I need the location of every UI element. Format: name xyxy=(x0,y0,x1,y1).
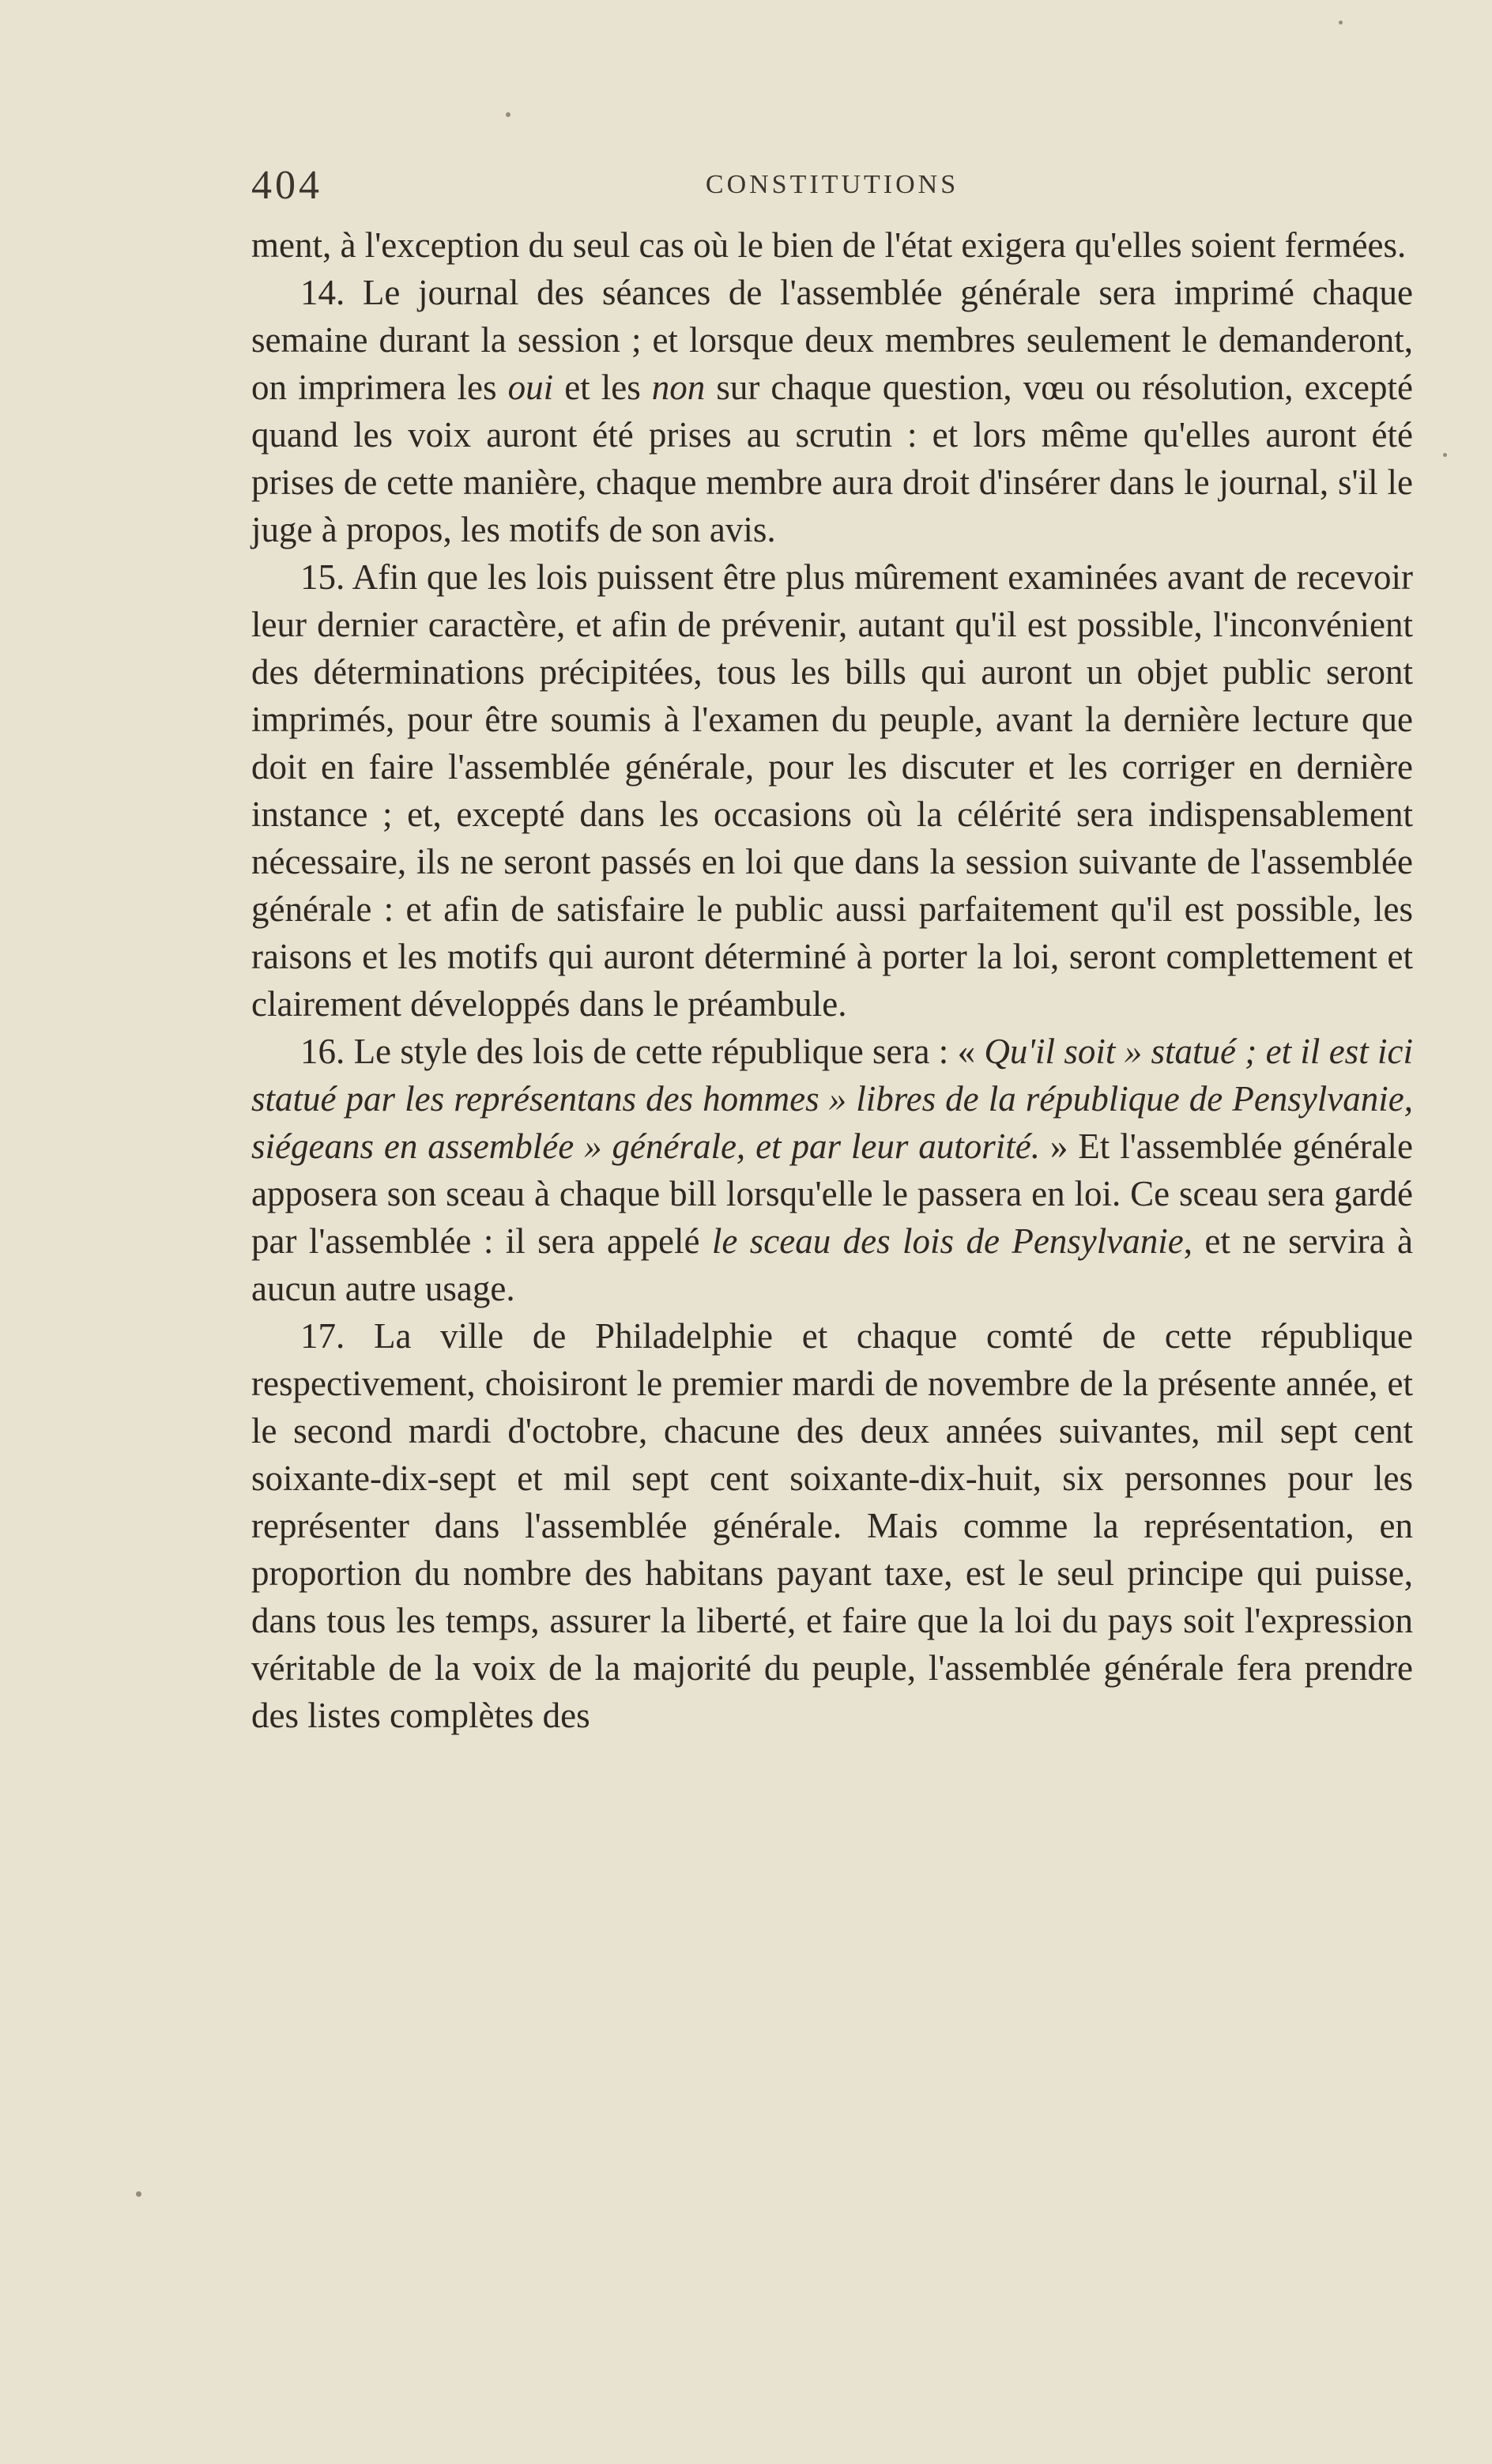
italic-text: oui xyxy=(507,368,554,407)
paper-speck xyxy=(506,112,511,117)
paragraph xyxy=(251,221,1413,269)
italic-text: non xyxy=(651,368,706,407)
paper-speck xyxy=(1339,21,1343,25)
text-run: 17. La ville de Philadelphie et chaque comté de cette république respectivement, choisiront le premier mardi de novembre de la présente année, et le second mardi d'octobre, chacune des deux années suivantes, mil sept cent soixante-dix-sept et mil sept cent soixante-dix-huit, six personnes pour les représenter dans l'assemblée générale. Mais comme la représentation, en proportion du nombre des habitans payant taxe, est le seul principe qui puisse, dans tous les temps, assurer la liberté, et faire que la loi du pays soit l'expression véritable de la voix de la majorité du peuple, l'assemblée générale fera prendre des listes complètes des xyxy=(251,1316,1413,1735)
text-run: » Et l'assemblée générale apposera son sceau à chaque bill lorsqu'elle le passera en loi. Ce sceau sera gardé par l'assemblée : il sera appelé xyxy=(251,1126,1414,1261)
paper-speck xyxy=(136,2191,141,2197)
text-run: sur chaque question, vœu ou résolution, excepté quand les voix auront été prises au scrutin : et lors même qu'elles auront été prises de cette manière, chaque membre aura droit d'insérer dans le journal, s'il le juge à propos, les motifs de son avis. xyxy=(251,368,1413,549)
text-run: ment, à l'exception du seul cas où le bien de l'état exigera qu'elles soient fermées. xyxy=(251,225,1407,265)
page-header xyxy=(251,162,1413,217)
running-title: CONSTITUTIONS xyxy=(705,170,959,199)
italic-text: Qu'il soit » statué ; et il est ici statué par les représentans des hommes » libres de la république de Pensylvanie, siégeans en assemblée » générale, et par leur autorité. xyxy=(251,1032,1413,1166)
text-run: et les xyxy=(553,368,652,407)
page-number: 404 xyxy=(251,163,322,208)
text-run: , et ne servira à aucun autre usage. xyxy=(251,1221,1413,1308)
paragraph-article-16 xyxy=(251,1028,1413,1312)
text-run: 14. Le journal des séances de l'assemblée générale sera imprimé chaque semaine durant la session ; et lorsque deux membres seulement le demanderont, on imprimera les xyxy=(251,273,1413,407)
body-text xyxy=(251,221,1413,1739)
paragraph-article-15 xyxy=(251,553,1413,1028)
paragraph-article-14 xyxy=(251,269,1413,553)
text-run: 16. Le style des lois de cette république sera : « xyxy=(300,1032,985,1071)
text-run: 15. Afin que les lois puissent être plus mûrement examinées avant de recevoir leur dernier caractère, et afin de prévenir, autant qu'il est possible, l'inconvénient des déterminations précipitées, tous les bills qui auront un objet public seront imprimés, pour être soumis à l'examen du peuple, avant la dernière lecture que doit en faire l'assemblée générale, pour les discuter et les corriger en dernière instance ; et, excepté dans les occasions où la célérité sera indispensablement nécessaire, ils ne seront passés en loi que dans la session suivante de l'assemblée générale : et afin de satisfaire le public aussi parfaitement qu'il est possible, les raisons et les motifs qui auront déterminé à porter la loi, seront complettement et clairement développés dans le préambule. xyxy=(251,557,1413,1024)
italic-text: le sceau des lois de Pensylvanie xyxy=(711,1221,1184,1261)
paragraph-article-17 xyxy=(251,1312,1413,1739)
paper-speck xyxy=(1443,453,1447,457)
